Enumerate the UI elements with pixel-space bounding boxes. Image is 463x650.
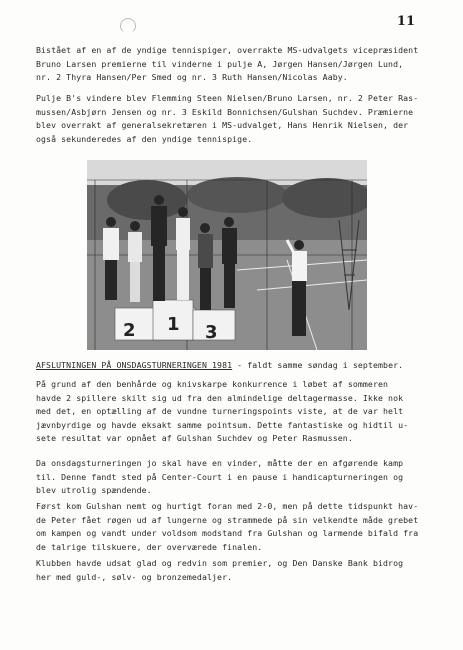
photo-illustration [87,160,367,350]
paragraph-prize-pool-b: Pulje B's vindere blev Flemming Steen Nielsen/Bruno Larsen, nr. 2 Peter Ras- mussen/Asbjørn Jensen og nr. 3 Eskild Bonnichsen/Gulshan Suchdev. Præmierne blev overrakt af generalsekretæren i MS-udvalget, Hans Henrik Nielsen, der også sekunderedes af den yndige tennispige. [36,93,419,144]
paragraph-tie-result: På grund af den benhårde og knivskarpe konkurrence i løbet af sommeren havde 2 spillere skilt sig ud fra den almindelige deltagermasse. Ikke nok med det, en optælling af de vundne turneringspoints viste, at de var helt jævnbyrdige og havde eksakt samme pointsum. Dette fantastiske og hidtil u- sete resultat var opnået af Gulshan Suchdev og Peter Rasmussen. [36,379,409,443]
section-heading-rest: - faldt samme søndag i september. [232,360,404,370]
punch-hole-mark [120,18,136,34]
section-heading-line [36,359,428,373]
podium-number-2: 2 [123,320,136,341]
paragraph-prizes: Klubben havde udsat glad og redvin som premier, og Den Danske Bank bidrog her med guld-, sølv- og bronzemedaljer. [36,558,404,582]
podium-number-1: 1 [167,314,180,335]
paragraph-match-report: Først kom Gulshan nemt og hurtigt foran med 2-0, men på dette tidspunkt hav- de Peter fået røgen ud af lungerne og strammede på sin velkendte måde grebet om kampen og vandt under voldsom modstand fra Gulshan og larmende bifald fra de talrige tilskuere, der overværede finalen. [36,501,419,552]
prize-ceremony-photo [87,160,367,350]
page-number: 11 [396,14,415,29]
podium-number-3: 3 [205,322,218,343]
section-heading-title: AFSLUTNINGEN PÅ ONSDAGSTURNERINGEN 1981 [36,360,233,370]
paragraph-final-match: Da onsdagsturneringen jo skal have en vinder, måtte der en afgørende kamp til. Denne fandt sted på Center-Court i en pause i handicapturneringen og blev utrolig spændende. [36,458,404,495]
paragraph-prize-pool-a: Bistået af en af de yndige tennispiger, overrakte MS-udvalgets vicepræsident Bruno Larsen premierne til vinderne i pulje A, Jørgen Hansen/Jørgen Lund, nr. 2 Thyra Hansen/Per Smed og nr. 3 Ruth Hansen/Nicolas Aaby. [36,45,419,82]
